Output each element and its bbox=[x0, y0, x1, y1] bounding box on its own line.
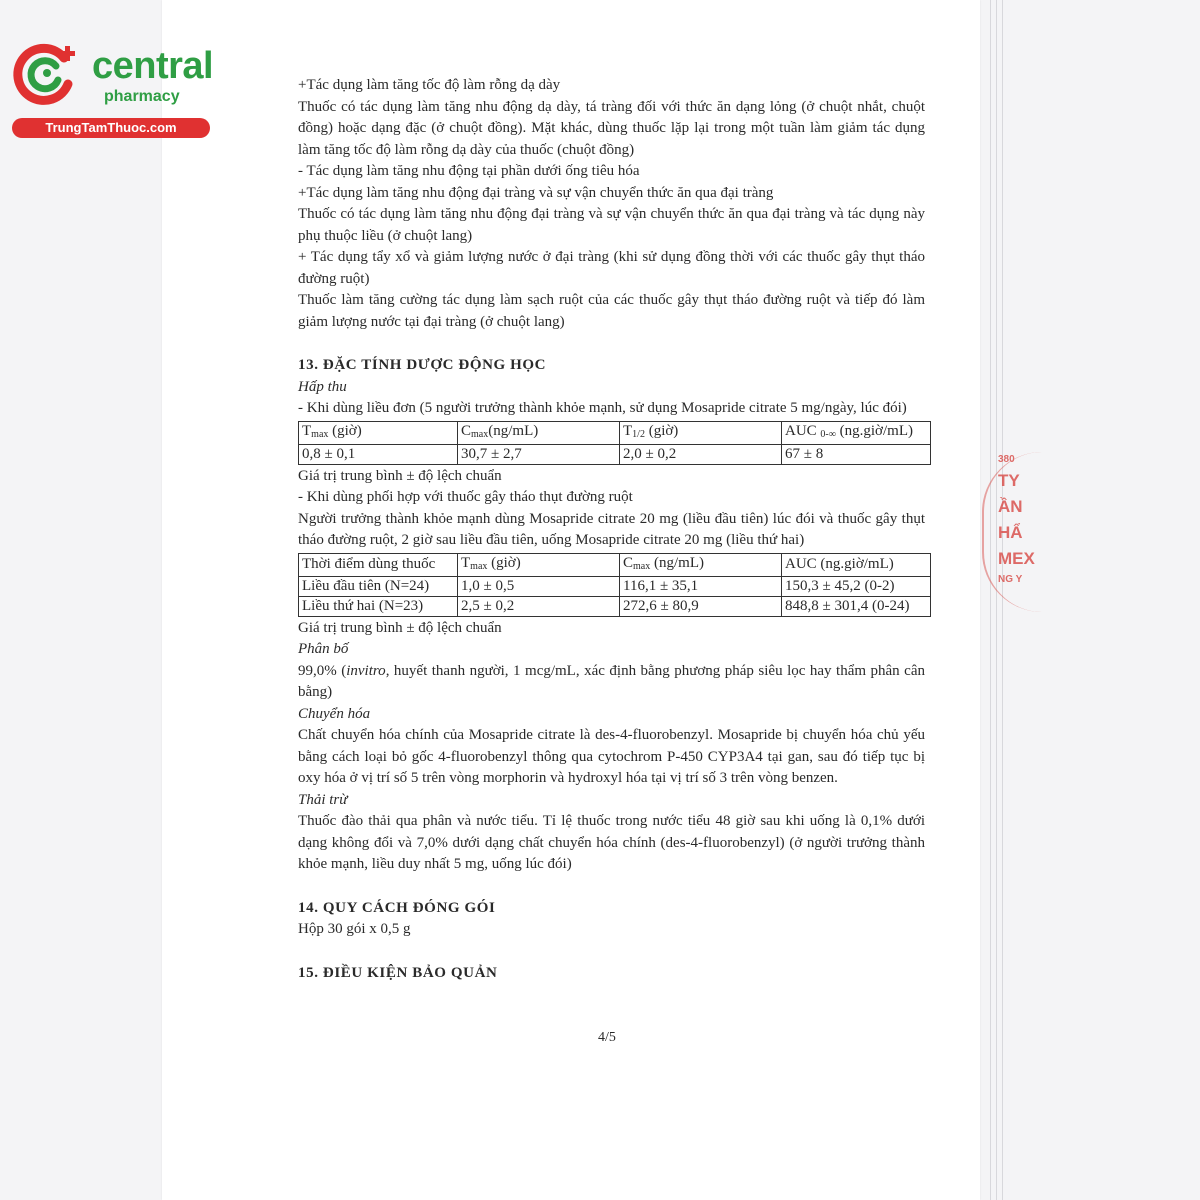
table-row bbox=[299, 576, 931, 596]
paragraph: + Tác dụng tẩy xổ và giảm lượng nước ở đại tràng (khi sử dụng đồng thời với các thuốc gây thụt tháo đường ruột) bbox=[298, 249, 925, 287]
table-cell: Liều đầu tiên (N=24) bbox=[299, 576, 458, 596]
table-header-cell: $T_{max}$ (giờ) bbox=[299, 421, 458, 444]
table-cell: 67 ± 8 bbox=[782, 444, 931, 464]
company-stamp bbox=[982, 452, 1042, 612]
stamp-text: 380 bbox=[998, 454, 1015, 465]
paper-edge bbox=[1002, 0, 1003, 1200]
table-cell: 30,7 ± 2,7 bbox=[458, 444, 620, 464]
paper-edge bbox=[990, 0, 991, 1200]
table-cell: 116,1 ± 35,1 bbox=[620, 576, 782, 596]
paragraph: +Tác dụng làm tăng tốc độ làm rỗng dạ dày bbox=[298, 77, 561, 93]
table-cell: 848,8 ± 301,4 (0-24) bbox=[782, 596, 931, 616]
table-header-cell: AUC $_{0-\infty}$ (ng.giờ/mL) bbox=[782, 421, 931, 444]
paragraph: - Khi dùng liều đơn (5 người trưởng thành khỏe mạnh, sử dụng Mosapride citrate 5 mg/ngày, lúc đói) bbox=[298, 400, 907, 416]
table-header-cell: $T_{1/2}$ (giờ) bbox=[620, 421, 782, 444]
paragraph: Hộp 30 gói x 0,5 g bbox=[298, 921, 411, 937]
central-pharmacy-logo[interactable] bbox=[12, 38, 212, 138]
paragraph: - Khi dùng phối hợp với thuốc gây tháo thụt đường ruột bbox=[298, 489, 633, 505]
logo-brand-name: central bbox=[92, 45, 214, 87]
elimination-subtitle: Thải trừ bbox=[298, 791, 348, 808]
paragraph: - Tác dụng làm tăng nhu động tại phần dưới ống tiêu hóa bbox=[298, 163, 640, 179]
table-cell: 272,6 ± 80,9 bbox=[620, 596, 782, 616]
stamp-text: ẦN bbox=[998, 497, 1023, 516]
stamp-text: HẨ bbox=[998, 523, 1023, 542]
page-number: 4/5 bbox=[598, 1030, 616, 1045]
table-header-row bbox=[299, 421, 931, 444]
table-header-cell: AUC (ng.giờ/mL) bbox=[782, 553, 931, 576]
table-cell: 0,8 ± 0,1 bbox=[299, 444, 458, 464]
single-dose-pk-table bbox=[298, 421, 931, 465]
distribution-subtitle: Phân bố bbox=[298, 641, 349, 657]
table-row bbox=[299, 444, 931, 464]
stamp-text: TY bbox=[998, 471, 1020, 490]
table-cell: 2,0 ± 0,2 bbox=[620, 444, 782, 464]
stamp-text: MEX bbox=[998, 549, 1035, 568]
logo-mark-icon bbox=[12, 38, 82, 108]
paragraph: Thuốc có tác dụng làm tăng nhu động đại tràng và sự vận chuyển thức ăn qua đại tràng và tác dụng này phụ thuộc liều (ở chuột lang) bbox=[298, 206, 925, 244]
logo-brand-sub: pharmacy bbox=[104, 88, 180, 105]
table-header-cell: Thời điểm dùng thuốc bbox=[299, 553, 458, 576]
paragraph: Chất chuyển hóa chính của Mosapride citrate là des-4-fluorobenzyl. Mosapride bị chuyển hóa chủ yếu bằng cách loại bỏ gốc 4-fluorobenzyl thông qua cytochrom P-450 CYP3A4 tại gan, sau đó tiếp tục bị oxy hóa ở vị trí số 5 trên vòng morphorin và hydroxyl hóa tại vị trí số 3 trên vòng benzen. bbox=[298, 727, 925, 786]
table-cell: 1,0 ± 0,5 bbox=[458, 576, 620, 596]
paragraph: Thuốc làm tăng cường tác dụng làm sạch ruột của các thuốc gây thụt tháo đường ruột và tiếp đó làm giảm lượng nước tại đại tràng (ở chuột lang) bbox=[298, 292, 925, 330]
paper-edge bbox=[996, 0, 997, 1200]
paragraph: Thuốc có tác dụng làm tăng nhu động dạ dày, tá tràng đối với thức ăn dạng lỏng (ở chuột nhắt, chuột đồng) hoặc dạng đặc (ở chuột đồng). Mặt khác, dùng thuốc lặp lại trong một tuần làm giảm tác dụng làm tăng tốc độ làm rỗng dạ dày của thuốc (chuột đồng) bbox=[298, 98, 925, 158]
logo-url-badge: TrungTamThuoc.com bbox=[12, 118, 210, 138]
document-body bbox=[298, 75, 925, 984]
paragraph: Người trưởng thành khỏe mạnh dùng Mosapride citrate 20 mg (liều đầu tiên) lúc đói và thuốc gây thụt tháo đường ruột, 2 giờ sau liều đầu tiên, uống Mosapride citrate 20 mg (liều thứ hai) bbox=[298, 510, 925, 548]
metabolism-subtitle: Chuyển hóa bbox=[298, 705, 371, 722]
table-header-cell: $C_{max}$ (ng/mL) bbox=[620, 553, 782, 576]
absorption-subtitle: Hấp thu bbox=[298, 378, 347, 395]
table-header-cell: $C_{max}(ng/mL)$ bbox=[458, 421, 620, 444]
table-cell: 150,3 ± 45,2 (0-2) bbox=[782, 576, 931, 596]
table-row bbox=[299, 596, 931, 616]
section-14-title: 14. QUY CÁCH ĐÓNG GÓI bbox=[298, 899, 496, 916]
paragraph: Giá trị trung bình ± độ lệch chuẩn bbox=[298, 619, 502, 636]
section-13-title: 13. ĐẶC TÍNH DƯỢC ĐỘNG HỌC bbox=[298, 357, 547, 373]
paragraph: Giá trị trung bình ± độ lệch chuẩn bbox=[298, 467, 502, 484]
table-cell: 2,5 ± 0,2 bbox=[458, 596, 620, 616]
table-header-cell: $T_{max}$ (giờ) bbox=[458, 553, 620, 576]
section-15-title: 15. ĐIỀU KIỆN BẢO QUẢN bbox=[298, 964, 498, 981]
paragraph: 99,0% (invitro, huyết thanh người, 1 mcg/mL, xác định bằng phương pháp siêu lọc hay thẩm phân cân bằng) bbox=[298, 662, 925, 700]
table-header-row bbox=[299, 553, 931, 576]
paragraph: Thuốc đào thải qua phân và nước tiểu. Tỉ lệ thuốc trong nước tiểu 48 giờ sau khi uống là 0,1% dưới dạng không đổi và 7,0% dưới dạng chất chuyển hóa chính (des-4-fluorobenzyl) (ở người trưởng thành khỏe mạnh, liều duy nhất 5 mg, uống lúc đói) bbox=[298, 813, 925, 872]
table-cell: Liều thứ hai (N=23) bbox=[299, 596, 458, 616]
combined-dose-pk-table bbox=[298, 553, 931, 617]
paragraph: +Tác dụng làm tăng nhu động đại tràng và sự vận chuyển thức ăn qua đại tràng bbox=[298, 184, 774, 201]
stamp-text: NG Y bbox=[998, 574, 1023, 585]
